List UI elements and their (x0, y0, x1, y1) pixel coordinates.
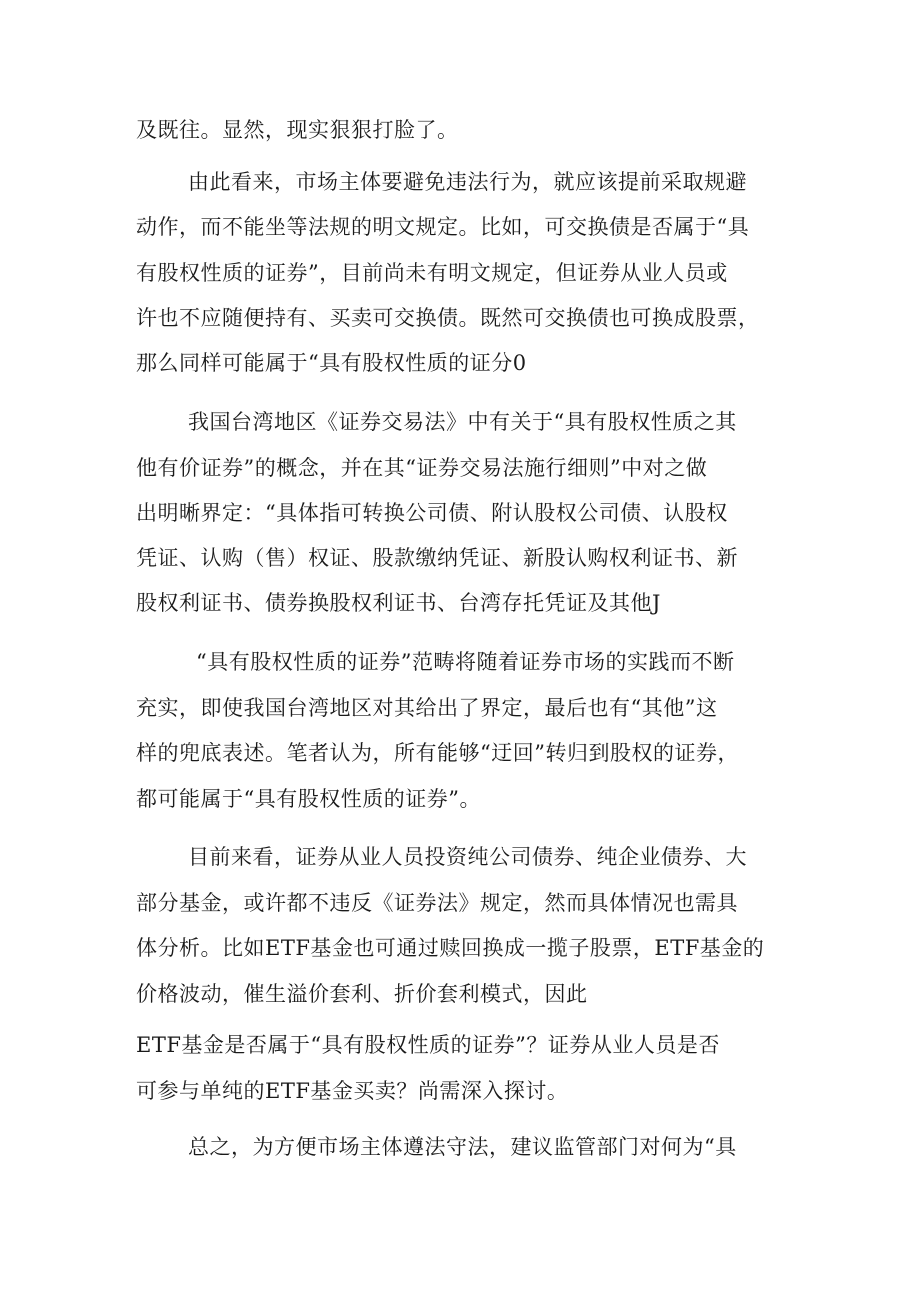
text-line-1: 及既往。显然，现实狠狠打脸了。 (136, 118, 459, 142)
text-line-10: 凭证、认购（售）权证、股款缴纳凭证、新股认购权利证书、新 (136, 546, 738, 570)
text-line-19: 价格波动，催生溢价套利、折价套利模式，因此 (136, 982, 588, 1006)
text-line-7: 我国台湾地区《证券交易法》中有关于“具有股权性质之其 (188, 410, 737, 434)
text-line-14: 样的兜底表述。笔者认为，所有能够“迂回”转归到股权的证券， (136, 741, 739, 765)
text-line-4: 有股权性质的证券”，目前尚未有明文规定，但证券从业人员或 (136, 261, 728, 285)
text-line-13: 充实，即使我国台湾地区对其给出了界定，最后也有“其他”这 (136, 696, 718, 720)
text-line-6: 那么同样可能属于“具有股权性质的证分0 (136, 351, 527, 375)
text-line-8: 他有价证券”的概念，并在其“证券交易法施行细则”中对之做 (136, 456, 708, 480)
text-line-18: 体分析。比如ETF基金也可通过赎回换成一揽子股票，ETF基金的 (136, 936, 765, 960)
text-line-9: 出明晰界定：“具体指可转换公司债、附认股权公司债、认股权 (136, 501, 728, 525)
text-line-16: 目前来看，证券从业人员投资纯公司债券、纯企业债券、大 (188, 845, 747, 869)
text-line-20: ETF基金是否属于“具有股权性质的证券”？证券从业人员是否 (136, 1033, 720, 1057)
text-line-5: 许也不应随便持有、买卖可交换债。既然可交换债也可换成股票， (136, 306, 760, 330)
text-line-11: 股权利证书、债券换股权利证书、台湾存托凭证及其他J (136, 591, 661, 615)
text-line-3: 动作，而不能坐等法规的明文规定。比如，可交换债是否属于“具 (136, 215, 750, 239)
text-line-12: “具有股权性质的证券”范畴将随着证券市场的实践而不断 (196, 650, 735, 674)
text-line-2: 由此看来，市场主体要避免违法行为，就应该提前采取规避 (188, 170, 747, 194)
text-line-15: 都可能属于“具有股权性质的证券”。 (136, 787, 481, 811)
text-line-17: 部分基金，或许都不违反《证券法》规定，然而具体情况也需具 (136, 891, 738, 915)
text-line-22: 总之，为方便市场主体遵法守法，建议监管部门对何为“具 (188, 1135, 737, 1159)
text-line-21: 可参与单纯的ETF基金买卖？尚需深入探讨。 (136, 1079, 569, 1103)
